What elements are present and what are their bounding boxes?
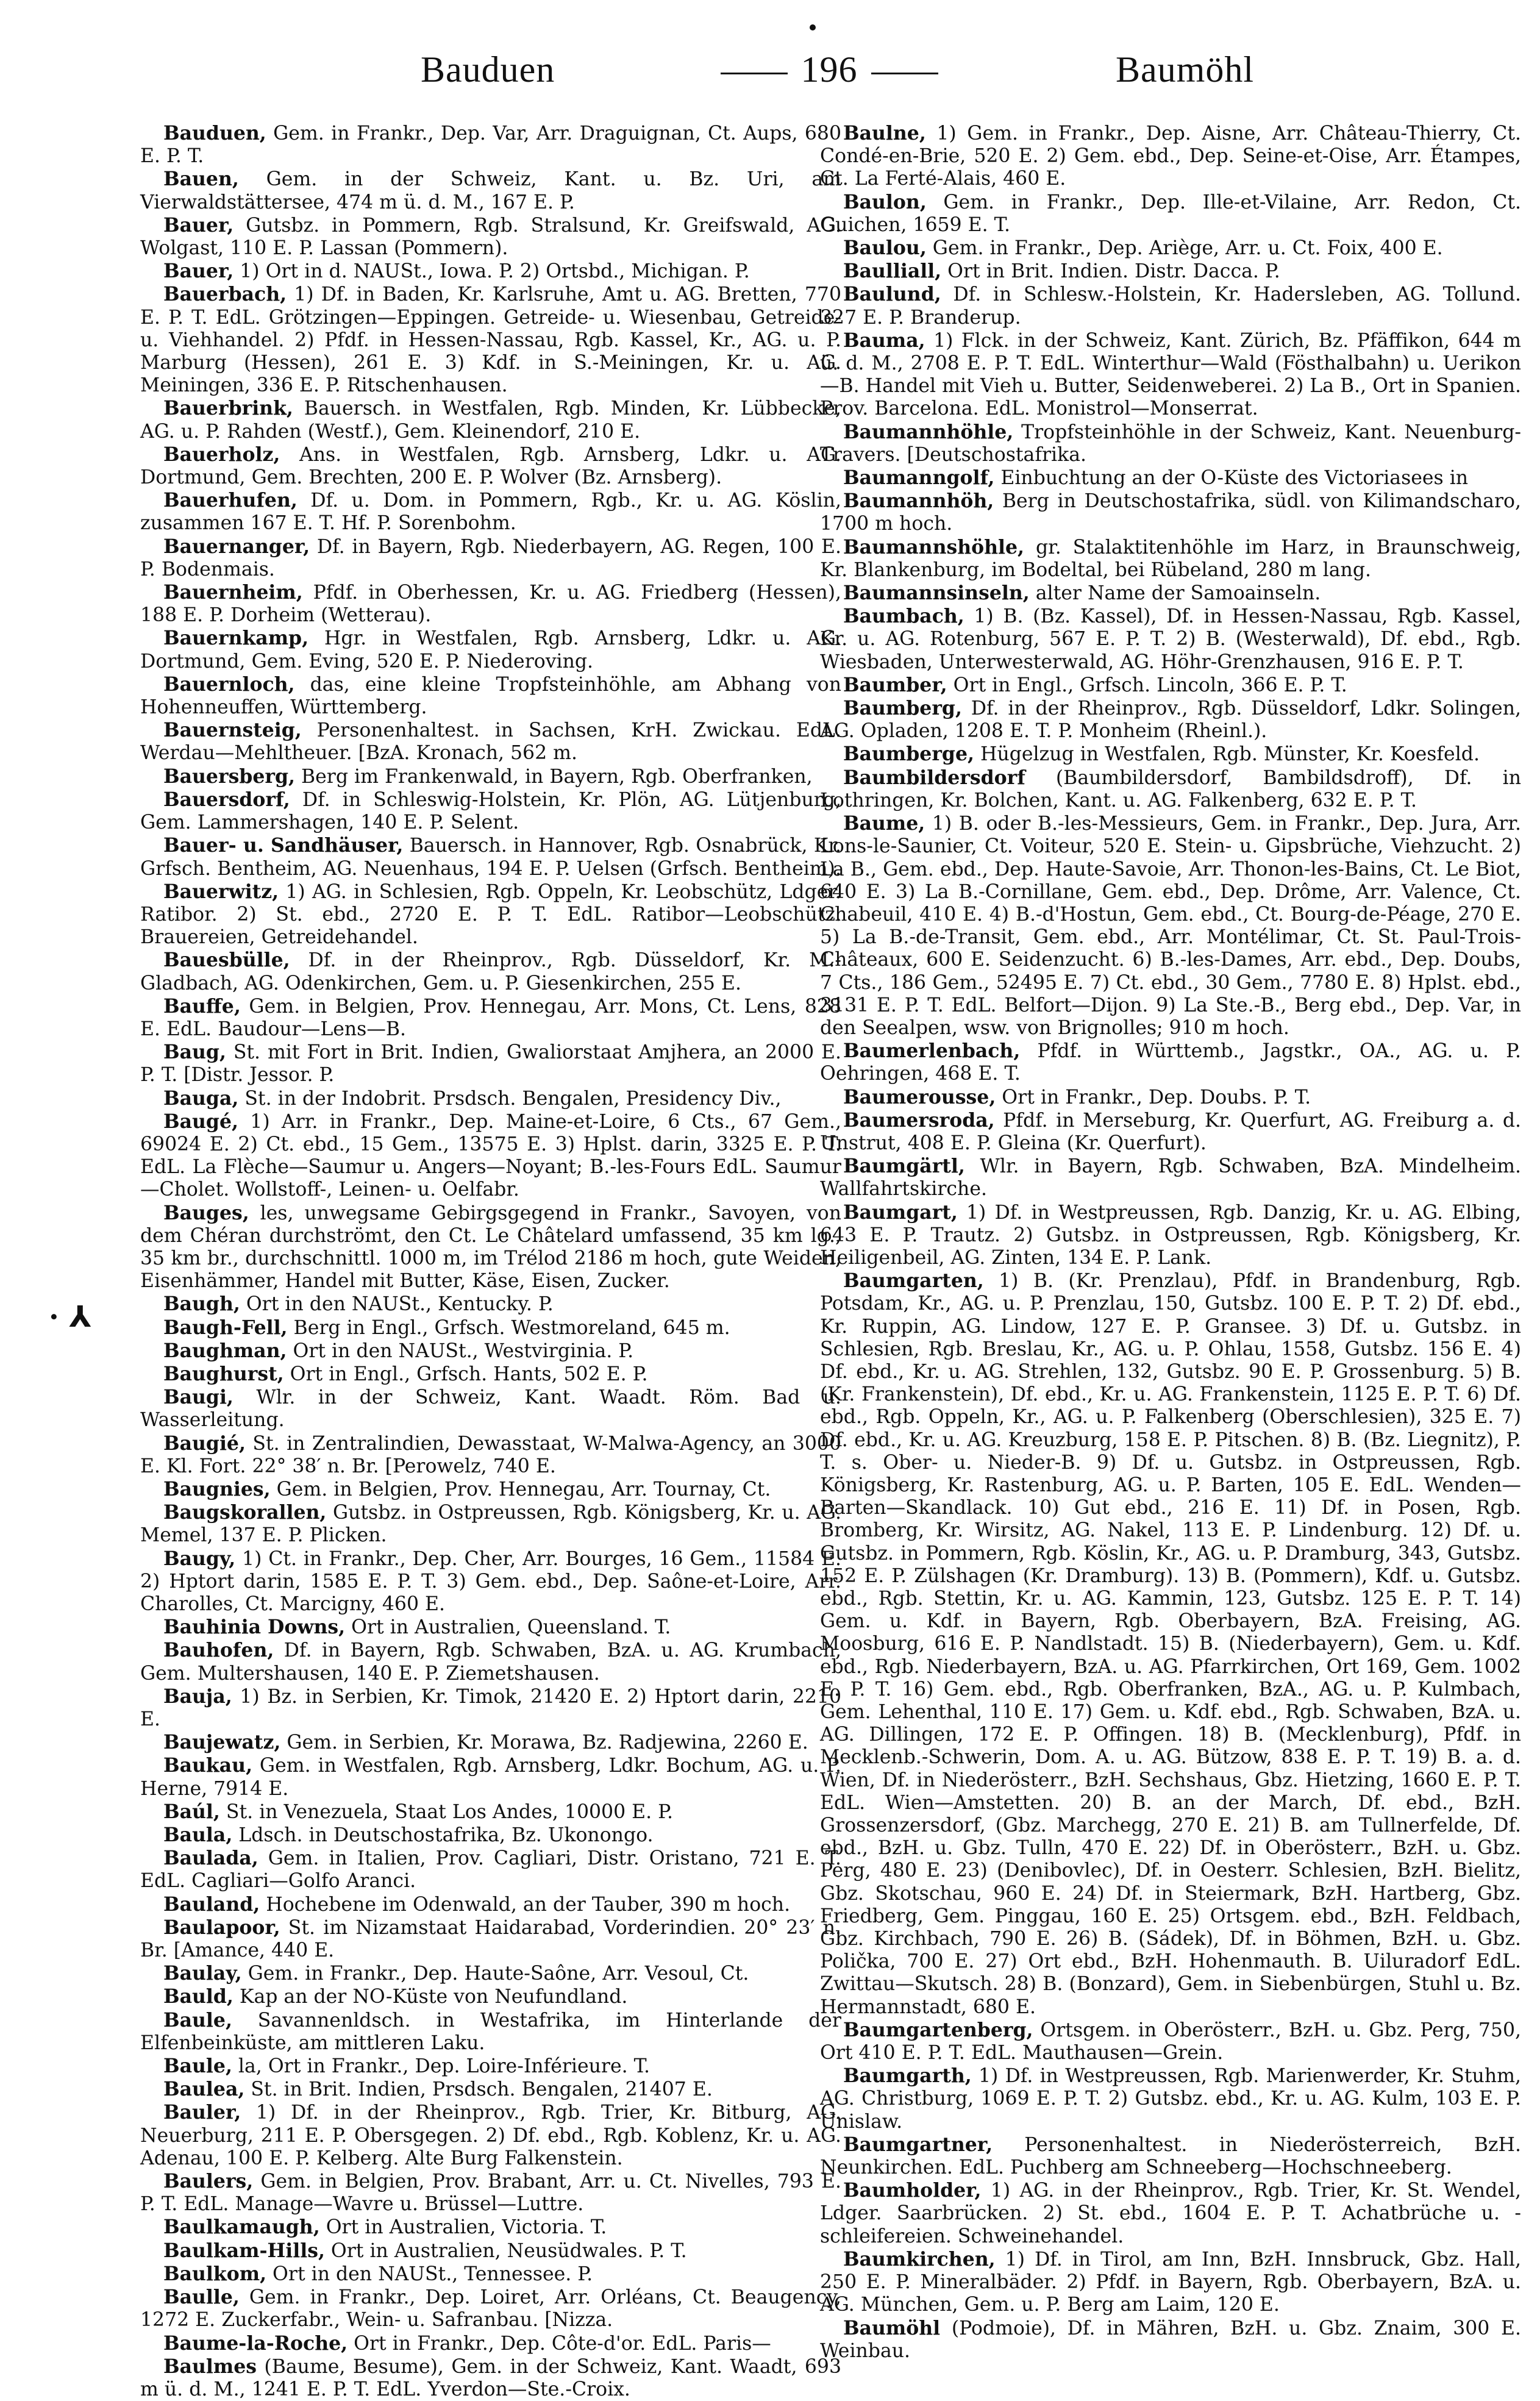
dictionary-entry	[140, 834, 841, 880]
entry-headword: Baumgartenberg,	[843, 2018, 1033, 2041]
entry-text: 1) Flck. in der Schweiz, Kant. Zürich, Bz. Pfäffikon, 644 m ü. d. M., 2708 E. P. T. EdL. Winterthur—Wald (Fösthalbahn) u. Uerikon—B. Handel mit Vieh u. Butter, Seidenweberei. 2) La B., Ort in Spanien. Prov. Barcelona. EdL. Monistrol—Monserrat.	[820, 329, 1521, 420]
entry-headword: Baulers,	[163, 2170, 254, 2193]
entry-headword: Bauernanger,	[163, 535, 310, 558]
entry-headword: Bauerbrink,	[163, 397, 293, 420]
dictionary-entry	[140, 1685, 841, 1731]
entry-headword: Baumholder,	[843, 2179, 982, 2202]
dictionary-entry	[140, 949, 841, 994]
dictionary-entry	[820, 1109, 1521, 1155]
entry-headword: Baulkom,	[163, 2262, 267, 2285]
dictionary-entry	[820, 2317, 1521, 2363]
entry-headword: Baugh-Fell,	[163, 1316, 288, 1339]
entry-text: Ort in den NAUSt., Westvirginia. P.	[287, 1340, 634, 1362]
entry-headword: Baúl,	[163, 1800, 220, 1823]
dictionary-entry	[820, 2248, 1521, 2317]
dictionary-entry	[820, 283, 1521, 329]
dictionary-entry	[820, 421, 1521, 466]
entry-text: Gem. in Belgien, Prov. Hennegau, Arr. Tournay, Ct.	[270, 1478, 771, 1500]
header-left-catchword: Bauduen	[421, 49, 555, 90]
entry-text: Df. u. Dom. in Pommern, Rgb., Kr. u. AG. Köslin, zusammen 167 E. T. Hf. P. Sorenbohm.	[140, 490, 841, 535]
entry-text: 1) B. (Bz. Kassel), Df. in Hessen-Nassau, Rgb. Kassel, Kr. u. AG. Rotenburg, 567 E. P. T. 2) B. (Westerwald), Df. ebd., Rgb. Wiesbaden, Unterwesterwald, AG. Höhr-Grenzhausen, 916 E. P. T.	[820, 605, 1521, 673]
entry-text: 1) Df. in der Rheinprov., Rgb. Trier, Kr. Bitburg, AG. Neuerburg, 211 E. P. Obersgegen. 2) Df. ebd., Rgb. Koblenz, Kr. u. AG. Adenau, 100 E. P. Kelberg. Alte Burg Falkenstein.	[140, 2102, 841, 2169]
entry-text: Hochebene im Odenwald, an der Tauber, 390 m hoch.	[260, 1893, 791, 1916]
entry-headword: Baumgarth,	[843, 2064, 972, 2088]
dictionary-entry	[820, 2133, 1521, 2179]
entry-headword: Baula,	[163, 1824, 233, 1847]
entry-headword: Bauernloch,	[163, 672, 295, 696]
dictionary-entry	[140, 397, 841, 443]
entry-headword: Bauleа,	[163, 2078, 245, 2101]
entry-text: 1) Df. in Tirol, am Inn, BzH. Innsbruck, Gbz. Hall, 250 E. P. Mineralbäder. 2) Pfdf. in Bayern, Rgb. Oberbayern, BzA. u. AG. München, Gem. u. P. Berg am Laim, 120 E.	[820, 2248, 1521, 2316]
dictionary-entry	[140, 260, 841, 283]
dictionary-entry	[140, 2078, 841, 2101]
margin-marker: · ⅄	[49, 1300, 91, 1334]
entry-headword: Baumgärtl,	[843, 1155, 965, 1178]
entry-headword: Baumbildersdorf	[843, 766, 1025, 789]
entry-headword: Baughurst,	[163, 1362, 284, 1385]
entry-headword: Baumersroda,	[843, 1108, 995, 1132]
entry-headword: Bauja,	[163, 1685, 232, 1708]
dictionary-entry	[140, 1824, 841, 1847]
dictionary-entry	[140, 489, 841, 535]
entry-text: 1) Df. in Westpreussen, Rgb. Marienwerder, Kr. Stuhm, AG. Christburg, 1069 E. P. T. 2) Gutsbz. ebd., Kr. u. AG. Kulm, 103 E. P. Unislaw.	[820, 2065, 1521, 2133]
entry-text: Hgr. in Westfalen, Rgb. Arnsberg, Ldkr. u. AG. Dortmund, Gem. Eving, 520 E. P. Niederoving.	[140, 627, 841, 672]
entry-text: Pfdf. in Württemb., Jagstkr., OA., AG. u. P. Oehringen, 468 E. T.	[820, 1040, 1521, 1085]
entry-headword: Bauga,	[163, 1086, 239, 1110]
entry-headword: Bauer,	[163, 213, 234, 237]
dictionary-entry	[140, 443, 841, 489]
entry-text: Ort in Brit. Indien. Distr. Dacca. P.	[941, 260, 1280, 283]
dictionary-entry	[140, 1478, 841, 1501]
dictionary-entry	[820, 2179, 1521, 2248]
entry-text: Berg in Engl., Grfsch. Westmoreland, 645 m.	[287, 1316, 730, 1339]
dictionary-entry	[140, 2263, 841, 2286]
entry-text: 1) AG. in Schlesien, Rgb. Oppeln, Kr. Leobschütz, Ldger. Ratibor. 2) St. ebd., 2720 E. P. T. EdL. Ratibor—Leobschütz. Brauereien, Getreidehandel.	[140, 880, 841, 949]
dictionary-entry	[140, 2055, 841, 2078]
entry-headword: Bauffe,	[163, 994, 241, 1018]
dictionary-entry	[820, 697, 1521, 743]
dictionary-entry	[820, 122, 1521, 191]
entry-text: Ort in den NAUSt., Kentucky. P.	[240, 1293, 554, 1316]
entry-text: Ort in Frankr., Dep. Doubs. P. T.	[996, 1086, 1311, 1108]
right-column	[820, 122, 1521, 2362]
dictionary-entry	[820, 605, 1521, 674]
entry-headword: Bauler,	[163, 2101, 241, 2124]
dictionary-entry	[140, 2286, 841, 2331]
dictionary-entry	[140, 1893, 841, 1916]
dictionary-entry	[820, 490, 1521, 535]
entry-headword: Bauld,	[163, 1985, 233, 2008]
dictionary-entry	[140, 283, 841, 397]
dictionary-entry	[140, 673, 841, 719]
entry-text: Gem. in Belgien, Prov. Brabant, Arr. u. Ct. Nivelles, 793 E. P. T. EdL. Manage—Wavre u. Brüssel—Luttre.	[140, 2171, 841, 2216]
dictionary-entry	[140, 581, 841, 627]
entry-text: St. im Nizamstaat Haidarabad, Vorderindien. 20° 23′ n. Br. [Amance, 440 E.	[140, 1916, 841, 1962]
entry-text: Df. in der Rheinprov., Rgb. Düsseldorf, Ldkr. Solingen, AG. Opladen, 1208 E. T. P. Monheim (Rheinl.).	[820, 697, 1521, 743]
entry-headword: Baulapoor,	[163, 1916, 280, 1939]
dictionary-entry	[820, 1269, 1521, 2019]
entry-text: Gem. in Frankr., Dep. Haute-Saône, Arr. Vesoul, Ct.	[241, 1963, 749, 1985]
entry-text: Ldsch. in Deutschostafrika, Bz. Ukonongo.	[232, 1824, 654, 1847]
dictionary-entry	[140, 2239, 841, 2263]
dictionary-entry	[140, 1616, 841, 1639]
entry-text: Gem. in Frankr., Dep. Ariège, Arr. u. Ct. Foix, 400 E.	[926, 237, 1443, 260]
entry-headword: Baumannhöh,	[843, 490, 994, 513]
entry-text: Df. in Schlesw.-Holstein, Kr. Hadersleben, AG. Tollund. 327 E. P. Branderup.	[820, 284, 1521, 329]
dictionary-entry	[140, 1363, 841, 1386]
entry-headword: Baulund,	[843, 283, 941, 306]
entry-text: la, Ort in Frankr., Dep. Loire-Inférieure. T.	[232, 2055, 651, 2078]
entry-text: gr. Stalaktitenhöhle im Harz, in Braunschweig, Kr. Blankenburg, im Bodeltal, bei Rübeland, 280 m lang.	[820, 536, 1521, 581]
entry-headword: Bauerholz,	[163, 443, 280, 466]
entry-text: St. in Venezuela, Staat Los Andes, 10000 E. P.	[219, 1800, 673, 1823]
header-right-catchword: Baumöhl	[1116, 49, 1254, 90]
dictionary-entry	[820, 812, 1521, 1040]
entry-headword: Baume,	[843, 812, 925, 835]
entry-headword: Bauduen,	[163, 122, 266, 144]
entry-headword: Bauerbach,	[163, 283, 287, 306]
entry-text: Personenhaltest. in Sachsen, KrH. Zwickau. EdL. Werdau—Mehltheuer. [BzA. Kronach, 562 m.	[140, 719, 841, 765]
entry-headword: Bauernkamp,	[163, 627, 309, 650]
entry-headword: Baulou,	[843, 237, 927, 260]
entry-headword: Bauersberg,	[163, 765, 295, 788]
entry-headword: Baulay,	[163, 1962, 242, 1985]
entry-text: Df. in Bayern, Rgb. Niederbayern, AG. Regen, 100 E. P. Bodenmais.	[140, 535, 841, 580]
dictionary-entry	[140, 788, 841, 834]
dictionary-entry	[140, 2170, 841, 2216]
entry-text: Savannenldsch. in Westafrika, im Hinterlande der Elfenbeinküste, am mittleren Laku.	[140, 2009, 841, 2054]
entry-text: Berg im Frankenwald, in Bayern, Rgb. Oberfranken,	[294, 765, 813, 788]
dictionary-entry	[140, 719, 841, 765]
dictionary-entry	[140, 1501, 841, 1547]
entry-text: 1) AG. in der Rheinprov., Rgb. Trier, Kr. St. Wendel, Ldger. Saarbrücken. 2) St. ebd., 1604 E. P. T. Achatbrüche u. -schleifereien. Schweinehandel.	[820, 2180, 1521, 2247]
entry-headword: Baumannhöhle,	[843, 420, 1014, 443]
entry-headword: Baulkam-Hills,	[163, 2239, 325, 2262]
page-header	[0, 37, 1540, 116]
entry-text: Df. in der Rheinprov., Rgb. Düsseldorf, Kr. M.-Gladbach, AG. Odenkirchen, Gem. u. P. Giesenkirchen, 255 E.	[140, 949, 841, 994]
entry-text: Ort in Australien, Queensland. T.	[345, 1616, 671, 1639]
entry-headword: Baumberg,	[843, 697, 962, 720]
dictionary-entry	[820, 743, 1521, 766]
dictionary-entry	[140, 1731, 841, 1754]
dictionary-entry	[140, 995, 841, 1041]
dictionary-entry	[820, 191, 1521, 237]
dictionary-entry	[820, 582, 1521, 605]
entry-headword: Baumerlenbach,	[843, 1040, 1021, 1063]
entry-text: Gem. in Serbien, Kr. Morawa, Bz. Radjewina, 2260 E.	[280, 1732, 808, 1754]
entry-headword: Baulne,	[843, 122, 926, 144]
entry-text: 1) Df. in Baden, Kr. Karlsruhe, Amt u. AG. Bretten, 770 E. P. T. EdL. Grötzingen—Eppingen. Getreide- u. Wiesenbau, Getreide- u. Viehhandel. 2) Pfdf. in Hessen-Nassau, Rgb. Kassel, Kr., AG. u. P. Marburg (Hessen), 261 E. 3) Kdf. in S.-Meiningen, Kr. u. AG. Meiningen, 336 E. P. Ritschenhausen.	[140, 284, 841, 397]
entry-text: 1) Ct. in Frankr., Dep. Cher, Arr. Bourges, 16 Gem., 11584 E. 2) Hptort darin, 1585 E. P. T. 3) Gem. ebd., Dep. Saône-et-Loire, Arr. Charolles, Ct. Marcigny, 460 E.	[140, 1547, 841, 1615]
dictionary-entry	[140, 1962, 841, 1985]
entry-headword: Baugy,	[163, 1547, 236, 1570]
entry-headword: Bauen,	[163, 168, 239, 191]
entry-headword: Baugi,	[163, 1386, 233, 1409]
dictionary-entry	[140, 214, 841, 260]
entry-text: alter Name der Samoainseln.	[1029, 582, 1321, 605]
entry-headword: Baumgart,	[843, 1200, 958, 1224]
entry-text: Pfdf. in Oberhessen, Kr. u. AG. Friedberg (Hessen), 188 E. P. Dorheim (Wetterau).	[140, 582, 841, 627]
dictionary-entry	[820, 674, 1521, 697]
entry-text: 1) B. (Kr. Prenzlau), Pfdf. in Brandenburg, Rgb. Potsdam, Kr., AG. u. P. Prenzlau, 150, Gutsbz. 100 E. P. T. 2) Df. ebd., Kr. Ruppin, AG. Lindow, 127 E. P. Gransee. 3) Df. u. Gutsbz. in Schlesien, Rgb. Breslau, Kr., AG. u. P. Ohlau, 1558, Gutsbz. 156 E. 4) Df. ebd., Kr. u. AG. Strehlen, 132, Gutsbz. 90 E. P. Grossenburg. 5) B. (Kr. Frankenstein), Df. ebd., Kr. u. AG. Frankenstein, 1125 E. P. T. 6) Df. ebd., Rgb. Oppeln, Kr., AG. u. P. Falkenberg (Oberschlesien), 325 E. 7) Df. ebd., Kr. u. AG. Kreuzburg, 158 E. P. Pitschen. 8) B. (Bz. Liegnitz), P. T. s. Ober- u. Nieder-B. 9) Df. u. Gutsbz. in Ostpreussen, Rgb. Königsberg, Kr. Rastenburg, AG. u. P. Barten, 105 E. EdL. Wenden—Barten—Skandlack. 10) Gut ebd., 216 E. 11) Df. in Posen, Rgb. Bromberg, Kr. Wirsitz, AG. Nakel, 113 E. P. Lindenburg. 12) Df. u. Gutsbz. in Pommern, Rgb. Köslin, Kr., AG. u. P. Dramburg, 343, Gutsbz. 152 E. P. Zülshagen (Kr. Dramburg). 13) B. (Pommern), Kdf. u. Gutsbz. ebd., Rgb. Stettin, Kr. u. AG. Kammin, 123, Gutsbz. 125 E. P. T. 14) Gem. u. Kdf. in Bayern, Rgb. Oberbayern, BzA. Freising, AG. Moosburg, 616 E. P. Nandlstadt. 15) B. (Niederbayern), Gem. u. Kdf. ebd., Rgb. Niederbayern, BzA. u. AG. Pfarrkirchen, Ort 169, Gem. 1002 E. P. T. 16) Gem. ebd., Rgb. Oberfranken, BzA., AG. u. P. Kulmbach, Gem. Lehenthal, 110 E. 17) Gem. u. Kdf. ebd., Rgb. Schwaben, BzA. u. AG. Dillingen, 172 E. P. Offingen. 18) B. (Mecklenburg), Pfdf. in Mecklenb.-Schwerin, Dom. A. u. AG. Bützow, 838 E. P. T. 19) B. a. d. Wien, Df. in Niederösterr., BzH. Sechshaus, Gbz. Hietzing, 1660 E. P. T. EdL. Wien—Amstetten. 20) B. an der March, Df. ebd., BzH. Grossenzersdorf, (Gbz. Marchegg, 270 E. 21) B. am Tullnerfelde, Df. ebd., BzH. u. Gbz. Tulln, 470 E. 22) Df. in Oberösterr., BzH. u. Gbz. Perg, 480 E. 23) (Denibovlec), Df. in Oesterr. Schlesien, BzH. Bielitz, Gbz. Skotschau, 960 E. 24) Df. in Steiermark, BzH. Hartberg, Gbz. Friedberg, Gem. Pinggau, 160 E. 25) Ortsgem. ebd., BzH. Feldbach, Gbz. Kirchbach, 790 E. 26) B. (Sádek), Df. in Böhmen, BzH. u. Gbz. Polička, 700 E. 27) Ort ebd., BzH. Hohenmauth. B. Uiluradorf EdL. Zwittau—Skutsch. 28) B. (Bonzard), Gem. in Siebenbürgen, Stuhl u. Bz. Hermannstadt, 680 E.	[820, 1270, 1521, 2018]
entry-text: Gem. in Belgien, Prov. Hennegau, Arr. Mons, Ct. Lens, 828 E. EdL. Baudour—Lens—B.	[140, 995, 841, 1040]
entry-text: St. in der Indobrit. Prsdsch. Bengalen, Presidency Div.,	[238, 1087, 782, 1110]
dictionary-entry	[140, 1754, 841, 1800]
dictionary-entry	[140, 2009, 841, 2055]
dictionary-entry	[820, 237, 1521, 260]
entry-headword: Baulon,	[843, 190, 927, 213]
dictionary-entry	[140, 2216, 841, 2239]
entry-text: Tropfsteinhöhle in der Schweiz, Kant. Neuenburg-Travers. [Deutschostafrika.	[820, 421, 1521, 466]
entry-text: St. mit Fort in Brit. Indien, Gwaliorstaat Amjhera, an 2000 E. P. T. [Distr. Jessor. P.	[140, 1041, 841, 1086]
entry-headword: Baumanngolf,	[843, 466, 995, 490]
entry-text: Gem. in Italien, Prov. Cagliari, Distr. Oristano, 721 E. T. EdL. Cagliari—Golfo Aranci.	[140, 1847, 841, 1893]
dictionary-entry	[820, 260, 1521, 283]
dictionary-entry	[140, 1087, 841, 1110]
dictionary-entry	[140, 1432, 841, 1478]
left-column	[140, 122, 842, 2400]
dictionary-entry	[140, 1985, 841, 2008]
entry-text: Bauersch. in Hannover, Rgb. Osnabrück, Kr. Grfsch. Bentheim, AG. Neuenhaus, 194 E. P. Uelsen (Grfsch. Bentheim).	[140, 835, 842, 880]
entry-text: St. in Brit. Indien, Prsdsch. Bengalen, 21407 E.	[244, 2078, 713, 2101]
dictionary-entry	[820, 329, 1521, 421]
entry-text: 1) Df. in Westpreussen, Rgb. Danzig, Kr. u. AG. Elbing, 643 E. P. Trautz. 2) Gutsbz. in Ostpreussen, Rgb. Königsberg, Kr. Heiligenbeil, AG. Zinten, 134 E. P. Lank.	[820, 1201, 1521, 1269]
entry-text: 1) Bz. in Serbien, Kr. Timok, 21420 E. 2) Hptort darin, 2210 E.	[140, 1685, 841, 1731]
entry-headword: Bauesbülle,	[163, 949, 290, 972]
entry-headword: Baumbach,	[843, 605, 964, 628]
entry-headword: Baulada,	[163, 1847, 258, 1870]
entry-text: Ort in Engl., Grfsch. Lincoln, 366 E. P. T.	[947, 674, 1347, 696]
entry-text: Gem. in der Schweiz, Kant. u. Bz. Uri, am Vierwaldstättersee, 474 m ü. d. M., 167 E. P.	[140, 168, 841, 213]
entry-headword: Baumber,	[843, 673, 947, 696]
dictionary-entry	[820, 2064, 1521, 2133]
entry-text: Gutsbz. in Ostpreussen, Rgb. Königsberg, Kr. u. AG. Memel, 137 E. P. Plicken.	[140, 1502, 841, 1547]
entry-text: Kap an der NO-Küste von Neufundland.	[233, 1986, 628, 2008]
entry-headword: Bauer,	[163, 260, 234, 283]
entry-headword: Baug,	[163, 1041, 226, 1064]
entry-text: Gem. in Frankr., Dep. Loiret, Arr. Orléans, Ct. Beaugency, 1272 E. Zuckerfabr., Wein- u. Safranbau. [Nizza.	[140, 2286, 841, 2331]
entry-text: Gutsbz. in Pommern, Rgb. Stralsund, Kr. Greifswald, AG. Wolgast, 110 E. P. Lassan (Pommern).	[140, 214, 841, 260]
dictionary-entry	[140, 1316, 841, 1340]
dictionary-entry	[140, 2332, 841, 2355]
entry-headword: Baugé,	[163, 1110, 238, 1133]
entry-headword: Baulle,	[163, 2286, 240, 2309]
entry-text: Ort in den NAUSt., Tennessee. P.	[266, 2263, 593, 2285]
entry-text: Df. in Bayern, Rgb. Schwaben, BzA. u. AG. Krumbach, Gem. Multershausen, 140 E. P. Ziemetshausen.	[140, 1639, 841, 1685]
entry-headword: Bauernsteig,	[163, 719, 302, 742]
dictionary-entry	[140, 1202, 841, 1293]
entry-text: das, eine kleine Tropfsteinhöhle, am Abhang von Hohenneuffen, Württemberg.	[140, 673, 841, 719]
dictionary-entry	[140, 1800, 841, 1824]
page-number: 196	[800, 49, 858, 90]
entry-headword: Baumöhl	[843, 2316, 941, 2339]
entry-text: Berg in Deutschostafrika, südl. von Kilimandscharo, 1700 m hoch.	[820, 490, 1521, 535]
entry-headword: Baumerousse,	[843, 1085, 996, 1108]
entry-text: St. in Zentralindien, Dewasstaat, W-Malwa-Agency, an 3000 E. Kl. Fort. 22° 38′ n. Br. [Perowelz, 740 E.	[140, 1432, 841, 1477]
dictionary-entry	[140, 168, 841, 213]
entry-text: Ort in Frankr., Dep. Côte-d'or. EdL. Paris—	[348, 2332, 771, 2355]
entry-headword: Baumannshöhle,	[843, 535, 1025, 558]
entry-headword: Baumgartner,	[843, 2133, 993, 2156]
entry-text: 1) B. oder B.-les-Messieurs, Gem. in Frankr., Dep. Jura, Arr. Lons-le-Saunier, Ct. Voiteur, 520 E. Stein- u. Gipsbrüche, Viehzucht. 2) La B., Gem. ebd., Dep. Haute-Savoie, Arr. Thonon-les-Bains, Ct. Le Biot, 640 E. 3) La B.-Cornillane, Gem. ebd., Dep. Drôme, Arr. Valence, Ct. Chabeuil, 410 E. 4) B.-d'Hostun, Gem. ebd., Ct. Bourg-de-Péage, 270 E. 5) La B.-de-Transit, Gem. ebd., Arr. Montélimar, Ct. St. Paul-Trois-Châteaux, 600 E. Seidenzucht. 6) B.-les-Dames, Arr. ebd., Dep. Doubs, 7 Cts., 186 Gem., 52495 E. 7) Ct. ebd., 30 Gem., 7780 E. 8) Hplst. ebd., 3131 E. P. T. EdL. Belfort—Dijon. 9) La Ste.-B., Berg ebd., Dep. Var, in den Seealpen, wsw. von Brignolles; 910 m hoch.	[820, 813, 1521, 1039]
entry-headword: Baumberge,	[843, 743, 974, 766]
dictionary-entry	[140, 2101, 841, 2170]
dictionary-entry	[820, 2019, 1521, 2064]
entry-text: Hügelzug in Westfalen, Rgb. Münster, Kr. Koesfeld.	[974, 743, 1480, 766]
entry-text: 1) Gem. in Frankr., Dep. Aisne, Arr. Château-Thierry, Ct. Condé-en-Brie, 520 E. 2) Gem. ebd., Dep. Seine-et-Oise, Arr. Étampes, Ct. La Ferté-Alais, 460 E.	[820, 123, 1521, 190]
entry-headword: Baumkirchen,	[843, 2247, 996, 2271]
dictionary-entry	[140, 880, 841, 949]
entry-headword: Baule,	[163, 2055, 232, 2078]
entry-text: les, unwegsame Gebirgsgegend in Frankr., Savoyen, von dem Chéran durchströmt, den Ct. Le Châtelard umfassend, 35 km lg., 35 km br., durchschnittl. 1000 m, im Trélod 2186 m hoch, gute Weiden, Eisenhämmer, Handel mit Butter, Käse, Eisen, Zucker.	[140, 1202, 841, 1293]
entry-text: Einbuchtung an der O-Küste des Victoriasees in	[994, 467, 1469, 490]
entry-text: Personenhaltest. in Niederösterreich, BzH. Neunkirchen. EdL. Puchberg am Schneeberg—Hochschneeberg.	[820, 2133, 1521, 2179]
entry-text: Df. in Schleswig-Holstein, Kr. Plön, AG. Lütjenburg, Gem. Lammershagen, 140 E. P. Selent.	[140, 788, 841, 834]
dictionary-entry	[140, 1041, 841, 1086]
entry-headword: Bauland,	[163, 1893, 260, 1916]
entry-text: Bauersch. in Westfalen, Rgb. Minden, Kr. Lübbecke, AG. u. P. Rahden (Westf.), Gem. Kleinendorf, 210 E.	[140, 398, 841, 443]
dictionary-entry	[820, 1086, 1521, 1109]
dictionary-entry	[820, 1201, 1521, 1270]
dictionary-entry	[140, 765, 841, 788]
dictionary-entry	[140, 627, 841, 672]
entry-headword: Bauhinia Downs,	[163, 1616, 346, 1639]
dictionary-entry	[140, 1386, 841, 1432]
entry-text: (Baumbildersdorf, Bambildsdroff), Df. in Lothringen, Kr. Bolchen, Kant. u. AG. Falkenberg, 632 E. P. T.	[820, 766, 1521, 812]
entry-headword: Bauer- u. Sandhäuser,	[163, 834, 404, 857]
entry-headword: Bauerhufen,	[163, 489, 298, 512]
entry-headword: Bauerwitz,	[163, 880, 279, 903]
entry-headword: Bauernheim,	[163, 581, 303, 604]
entry-headword: Baugh,	[163, 1293, 240, 1316]
header-rule-right	[871, 73, 938, 74]
entry-text: Wlr. in der Schweiz, Kant. Waadt. Röm. Bad u. Wasserleitung.	[140, 1386, 841, 1432]
entry-headword: Baugskorallen,	[163, 1501, 327, 1524]
entry-headword: Bauges,	[163, 1201, 249, 1224]
dictionary-entry	[820, 1040, 1521, 1085]
entry-text: Ort in Engl., Grfsch. Hants, 502 E. P.	[283, 1363, 648, 1385]
entry-headword: Baukau,	[163, 1754, 253, 1777]
top-dot	[810, 24, 816, 30]
entry-headword: Bauersdorf,	[163, 788, 290, 811]
entry-text: (Baume, Besume), Gem. in der Schweiz, Kant. Waadt, 693 m ü. d. M., 1241 E. P. T. EdL. Yverdon—Ste.-Croix.	[140, 2355, 841, 2400]
dictionary-entry	[140, 1916, 841, 1962]
dictionary-entry	[820, 766, 1521, 812]
entry-headword: Bauma,	[843, 329, 925, 352]
dictionary-entry	[820, 536, 1521, 582]
entry-headword: Baume-la-Roche,	[163, 2331, 348, 2355]
entry-headword: Baughman,	[163, 1339, 287, 1362]
entry-text: 1) Arr. in Frankr., Dep. Maine-et-Loire, 6 Cts., 67 Gem., 69024 E. 2) Ct. ebd., 15 Gem., 13575 E. 3) Hplst. darin, 3325 E. P. T. EdL. La Flèche—Saumur u. Angers—Noyant; B.-les-Fours EdL. Saumur—Cholet. Wollstoff-, Leinen- u. Oelfabr.	[140, 1110, 841, 1201]
dictionary-entry	[140, 535, 841, 581]
dictionary-entry	[140, 1847, 841, 1893]
entry-text: Ans. in Westfalen, Rgb. Arnsberg, Ldkr. u. AG. Dortmund, Gem. Brechten, 200 E. P. Wolver (Bz. Arnsberg).	[140, 443, 841, 489]
entry-headword: Baulkamaugh,	[163, 2216, 320, 2239]
entry-headword: Baugnies,	[163, 1477, 271, 1500]
entry-headword: Bauhofen,	[163, 1639, 274, 1662]
entry-headword: Baulmes	[163, 2355, 257, 2378]
page-number-block	[701, 49, 957, 91]
dictionary-entry	[140, 122, 841, 168]
entry-text: Gem. in Westfalen, Rgb. Arnsberg, Ldkr. Bochum, AG. u. P. Herne, 7914 E.	[140, 1755, 841, 1800]
entry-headword: Baugié,	[163, 1432, 246, 1455]
entry-text: Pfdf. in Merseburg, Kr. Querfurt, AG. Freiburg a. d. Unstrut, 408 E. P. Gleina (Kr. Querfurt).	[820, 1109, 1521, 1154]
header-rule-left	[721, 73, 788, 74]
entry-text: Gem. in Frankr., Dep. Ille-et-Vilaine, Arr. Redon, Ct. Guichen, 1659 E. T.	[820, 191, 1521, 236]
dictionary-entry	[820, 466, 1521, 490]
dictionary-entry	[140, 1293, 841, 1316]
entry-headword: Baujewatz,	[163, 1731, 281, 1754]
entry-text: Gem. in Frankr., Dep. Var, Arr. Draguignan, Ct. Aups, 680 E. P. T.	[140, 123, 841, 168]
entry-text: (Podmoie), Df. in Mähren, BzH. u. Gbz. Znaim, 300 E. Weinbau.	[820, 2317, 1521, 2362]
entry-headword: Baumannsinseln,	[843, 582, 1030, 605]
dictionary-entry	[140, 1639, 841, 1685]
dictionary-entry	[140, 2355, 841, 2401]
entry-headword: Baulliall,	[843, 260, 942, 283]
entry-text: Ort in Australien, Neusüdwales. P. T.	[324, 2239, 687, 2262]
entry-headword: Baule,	[163, 2008, 232, 2032]
dictionary-entry	[140, 1340, 841, 1363]
entry-headword: Baumgarten,	[843, 1269, 984, 1293]
dictionary-entry	[820, 1155, 1521, 1200]
dictionary-entry	[140, 1110, 841, 1202]
dictionary-entry	[140, 1547, 841, 1616]
entry-text: 1) Ort in d. NAUSt., Iowa. P. 2) Ortsbd., Michigan. P.	[233, 260, 750, 283]
entry-text: Wlr. in Bayern, Rgb. Schwaben, BzA. Mindelheim. Wallfahrtskirche.	[820, 1155, 1521, 1200]
entry-text: Ortsgem. in Oberösterr., BzH. u. Gbz. Perg, 750, Ort 410 E. P. T. EdL. Mauthausen—Grein.	[820, 2019, 1521, 2064]
entry-text: Ort in Australien, Victoria. T.	[319, 2216, 607, 2239]
